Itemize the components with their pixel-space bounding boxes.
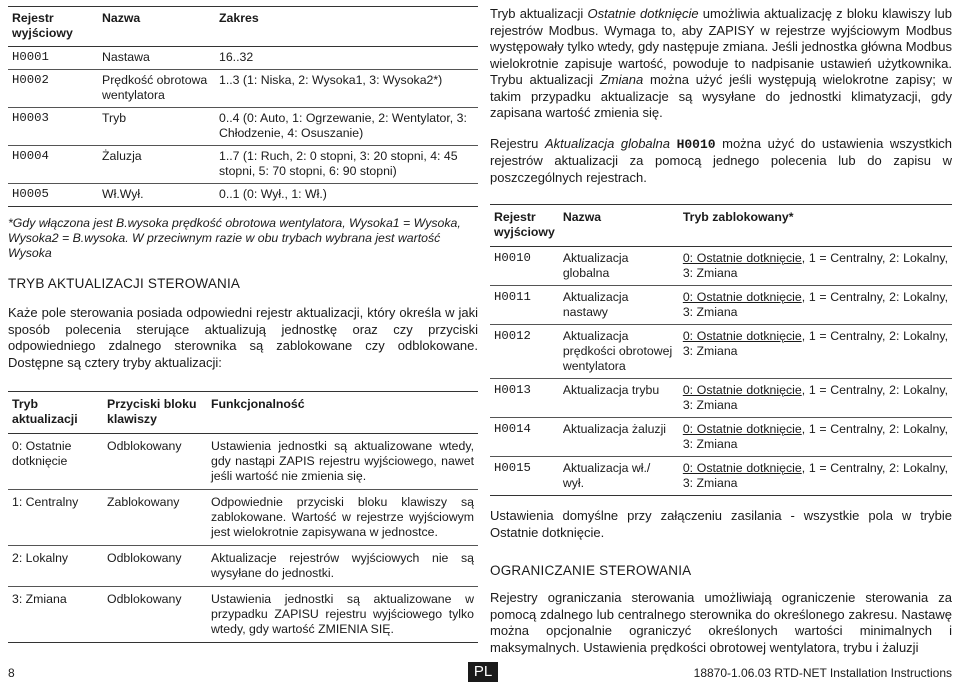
register-name: Prędkość obrotowa wentylatora [98, 70, 215, 108]
locked-mode [679, 325, 952, 379]
register-code: H0004 [8, 146, 98, 184]
mode-name: 1: Centralny [8, 490, 103, 546]
default-mode: 0: Ostatnie dotknięcie [682, 290, 802, 304]
table-row [490, 325, 952, 379]
document-id: 18870-1.06.03 RTD-NET Installation Instructions [693, 666, 952, 680]
table-row [8, 70, 478, 108]
register-code: H0010 [490, 247, 559, 286]
register-name: Aktualizacja nastawy [559, 286, 679, 325]
keypad-state: Zablokowany [103, 490, 207, 546]
register-range: 0..4 (0: Auto, 1: Ogrzewanie, 2: Wentylator, 3: Chłodzenie, 4: Osuszanie) [215, 108, 478, 146]
locked-mode-header: Tryb zablokowany* [679, 205, 952, 247]
register-table-body [8, 47, 478, 207]
table-row [8, 108, 478, 146]
locked-mode [679, 247, 952, 286]
table-row [8, 146, 478, 184]
left-column [8, 6, 478, 643]
default-settings-paragraph: Ustawienia domyślne przy załączeniu zasilania - wszystkie pola w trybie Ostatnie dotknięcie. [490, 508, 952, 540]
register-header: Rejestr wyjściowy [490, 205, 559, 247]
register-header: Rejestr wyjściowy [8, 7, 98, 47]
register-code: H0012 [490, 325, 559, 379]
text-fragment: Rejestru [490, 135, 545, 151]
register-name: Aktualizacja globalna [559, 247, 679, 286]
default-mode: 0: Ostatnie dotknięcie [682, 422, 802, 436]
default-mode: 0: Ostatnie dotknięcie [682, 251, 802, 265]
mode-function: Aktualizacje rejestrów wyjściowych nie są wysyłane do jednostki. [207, 546, 478, 587]
italic-term: Ostatnie dotknięcie [587, 6, 699, 21]
default-mode: 0: Ostatnie dotknięcie [682, 329, 802, 343]
register-range: 0..1 (0: Wył., 1: Wł.) [219, 187, 327, 201]
register-name: Aktualizacja trybu [559, 379, 679, 418]
range-header: Zakres [215, 7, 478, 47]
register-range: 1..3 (1: Niska, 2: Wysoka1, 3: Wysoka2*) [215, 70, 478, 108]
table-row [8, 434, 478, 490]
mode-function: Ustawienia jednostki są aktualizowane wtedy, gdy nastąpi ZAPIS rejestru wyjściowego, nawet jeśli wartość nie zmienia się. [207, 434, 478, 490]
table-row [490, 418, 952, 457]
update-mode-table [8, 391, 478, 643]
update-table-header [490, 205, 952, 247]
table-row [490, 379, 952, 418]
mode-options: , 1 = Centralny, 2: Lokalny, 3: Zmiana [682, 290, 948, 319]
locked-mode [679, 286, 952, 325]
register-range: 1..7 (1: Ruch, 2: 0 stopni, 3: 20 stopni, 4: 45 stopni, 5: 70 stopni, 6: 90 stopni) [215, 146, 478, 184]
register-table-header [8, 7, 478, 47]
register-code: H0005 [12, 187, 49, 201]
text-fragment: Tryb aktualizacji [490, 6, 588, 21]
register-name: Aktualizacja prędkości obrotowej wentylatora [559, 325, 679, 379]
section-title-control-limits: OGRANICZANIE STEROWANIA [490, 563, 692, 578]
keys-header: Przyciski bloku klawiszy [103, 392, 207, 434]
table-row [490, 247, 952, 286]
keypad-state: Odblokowany [103, 434, 207, 490]
register-name: Tryb [98, 108, 215, 146]
register-table [8, 6, 478, 207]
mode-table-header [8, 392, 478, 434]
register-code: H0015 [494, 461, 531, 475]
register-code: H0001 [8, 47, 98, 70]
table-row [490, 457, 952, 496]
mode-name: 0: Ostatnie dotknięcie [8, 434, 103, 490]
function-header: Funkcjonalność [207, 392, 478, 434]
name-header: Nazwa [559, 205, 679, 247]
locked-mode [679, 418, 952, 457]
mode-options: , 1 = Centralny, 2: Lokalny, 3: Zmiana [682, 461, 948, 490]
italic-term: Aktualizacja globalna [544, 135, 671, 151]
mode-options: , 1 = Centralny, 2: Lokalny, 3: Zmiana [682, 329, 948, 358]
table-row [8, 587, 478, 643]
mode-options: , 1 = Centralny, 2: Lokalny, 3: Zmiana [682, 251, 948, 280]
register-name: Aktualizacja wł./ wył. [562, 461, 651, 490]
table-row [8, 184, 478, 207]
text-fragment: można użyć jeśli występują wielokrotne zapisy; w takim przypadku aktualizacje są wysyłane do jednostki klimatyzacji, gdy zapisana wartość zmienia się. [490, 72, 953, 120]
register-code: H0002 [8, 70, 98, 108]
mode-options: , 1 = Centralny, 2: Lokalny, 3: Zmiana [682, 422, 948, 451]
mode-function: Odpowiednie przyciski bloku klawiszy są zablokowane. Wartość w rejestrze wyjściowym jest wielokrotnie zapisywana w jednostce. [207, 490, 478, 546]
mode-options: , 1 = Centralny, 2: Lokalny, 3: Zmiana [682, 383, 948, 412]
default-mode: 0: Ostatnie dotknięcie [682, 461, 802, 475]
locked-mode [679, 379, 952, 418]
register-name: Żaluzja [98, 146, 215, 184]
name-header: Nazwa [98, 7, 215, 47]
update-mode-paragraph: Każe pole sterowania posiada odpowiedni rejestr aktualizacji, który określa w jaki sposób polecenia sterujące aktualizują jednostkę oraz czy przyciski odpowiedniego zdalnego sterownika są zablokowane czy odblokowane. Dostępne są cztery tryby aktualizacji: [8, 305, 478, 370]
mode-header: Tryb aktualizacji [8, 392, 103, 434]
last-touch-paragraph [490, 6, 952, 122]
footnote: *Gdy włączona jest B.wysoka prędkość obrotowa wentylatora, Wysoka1 = Wysoka, Wysoka2 = B.wysoka. W przeciwnym razie w obu trybach wybrana jest wartość Wysoka [8, 216, 461, 260]
register-name: Nastawa [98, 47, 215, 70]
register-code: H0011 [490, 286, 559, 325]
mode-name: 3: Zmiana [12, 592, 67, 606]
mode-name: 2: Lokalny [8, 546, 103, 587]
register-code: H0013 [490, 379, 559, 418]
mode-function: Ustawienia jednostki są aktualizowane w przypadku ZAPISU rejestru wyjściowego tylko wtedy, gdy wartość ZMIENIA SIĘ. [211, 592, 474, 636]
table-row [8, 490, 478, 546]
right-column [490, 6, 952, 656]
table-row [8, 47, 478, 70]
update-register-table [490, 204, 952, 496]
locked-mode [679, 457, 952, 496]
text-fragment: umożliwia aktualizację z bloku klawiszy lub rejestrów Modbus. Wymaga to, aby ZAPISY w rejestrze wyjściowym Modbus występowały tylko wtedy, gdy następuje zmiana. Jeśli jednostka główna Modbus wielokrotnie zapisuje wartość, powoduje to nadpisanie ustawień użytkownika. Trybu aktualizacji [490, 6, 952, 87]
keypad-state: Odblokowany [103, 546, 207, 587]
update-table-body [490, 247, 952, 496]
register-code: H0014 [490, 418, 559, 457]
table-row [490, 286, 952, 325]
default-mode: 0: Ostatnie dotknięcie [682, 383, 802, 397]
global-update-paragraph [490, 136, 952, 187]
mode-table-body [8, 434, 478, 643]
register-name: Aktualizacja żaluzji [559, 418, 679, 457]
page-number: 8 [8, 666, 15, 680]
register-name: Wł.Wył. [102, 187, 144, 201]
italic-term: Zmiana [599, 72, 644, 87]
text-fragment: można użyć do ustawienia wszystkich rejestrów aktualizacji za pomocą jednego polecenia lub do zapisu w poszczególnych rejestrach. [490, 135, 952, 185]
control-limits-paragraph: Rejestry ograniczania sterowania umożliwiają ograniczenie sterowania za pomocą zdalnego lub centralnego sterownika do określonego zakresu. Nastawę można opcjonalnie ograniczyć określonych wartości minimalnych i maksymalnych. Ustawienia prędkości obrotowej wentylatora, trybu i żaluzji [490, 590, 952, 655]
section-title-update-mode: TRYB AKTUALIZACJI STEROWANIA [8, 276, 241, 291]
table-row [8, 546, 478, 587]
keypad-state: Odblokowany [107, 592, 182, 606]
register-code: H0010 [676, 136, 716, 152]
register-range: 16..32 [215, 47, 478, 70]
register-code: H0003 [8, 108, 98, 146]
language-badge: PL [468, 662, 498, 682]
